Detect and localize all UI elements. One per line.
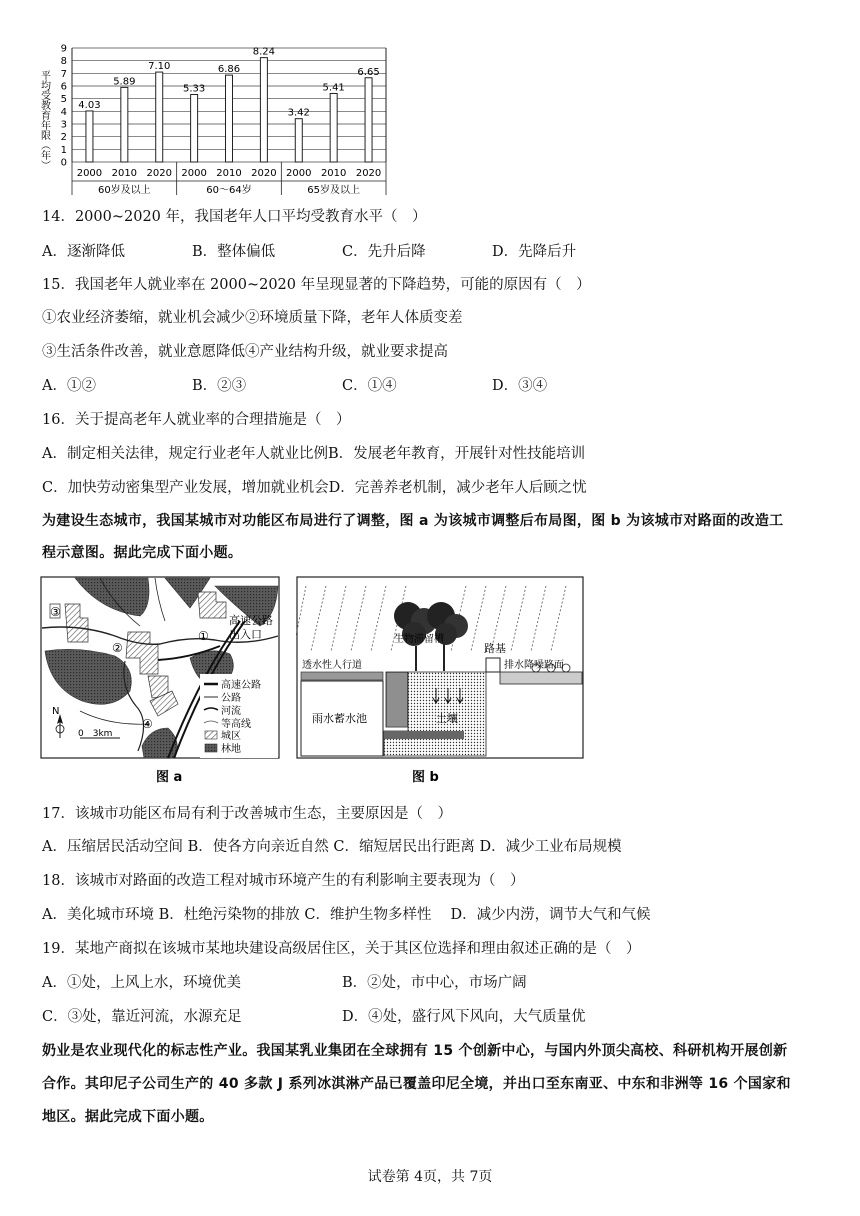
y-tick-label: 4 (60, 106, 67, 118)
q19-option-d[interactable]: D．④处，盛行风下风向，大气质量优 (342, 1009, 586, 1025)
figure-a-city-map (40, 576, 282, 786)
map-label-exit-line1: 高速公路 (229, 614, 273, 627)
passage-3-line-2: 合作。其印尼子公司生产的 40 多款 J 系列冰淇淋产品已覆盖印尼全境，并出口至东南亚、中东和非洲等 16 个国家和 (42, 1076, 791, 1092)
y-tick-label: 6 (60, 81, 67, 93)
x-tick-label: 2010 (216, 168, 242, 179)
label-soil: 土壤 (436, 712, 458, 725)
label-roadbed: 路基 (484, 642, 506, 655)
q14-option-d[interactable]: D．先降后升 (492, 244, 577, 260)
bar (226, 75, 233, 162)
q14-option-b[interactable]: B．整体偏低 (192, 244, 276, 260)
q14-option-c[interactable]: C．先升后降 (342, 244, 426, 260)
passage-2-line-2: 程示意图。据此完成下面小题。 (42, 545, 243, 561)
label-rain-pool: 雨水蓄水池 (312, 712, 367, 725)
y-tick-label: 1 (60, 144, 67, 156)
bar-value-label: 5.89 (113, 76, 136, 88)
x-tick-label: 2020 (355, 168, 382, 179)
bar (295, 119, 302, 162)
passage-3-line-1: 奶业是农业现代化的标志性产业。我国某乳业集团在全球拥有 15 个创新中心，与国内外顶尖高校、科研机构开展创新 (42, 1043, 788, 1059)
bar (260, 58, 267, 162)
figure-a-caption: 图 a (156, 770, 183, 785)
chart-y-axis-label (39, 70, 51, 170)
map-label-4: ④ (142, 717, 153, 731)
north-label: N (52, 706, 60, 717)
label-road: 排水降噪路面 (504, 660, 564, 671)
chart-bars (78, 47, 379, 162)
chart-x-axis (72, 162, 386, 195)
passage-2-line-1: 为建设生态城市，我国某城市对功能区布局进行了调整，图 a 为该城市调整后布局图，图 b 为该城市对路面的改造工 (42, 513, 784, 529)
x-tick-label: 2000 (76, 168, 103, 179)
q19-option-c[interactable]: C．③处，靠近河流，水源充足 (42, 1009, 242, 1025)
q16-stem: 16．关于提高老年人就业率的合理措施是（ ） (42, 412, 351, 428)
q15-statements-1: ①农业经济萎缩，就业机会减少②环境质量下降，老年人体质变差 (42, 310, 463, 326)
q15-option-a[interactable]: A．①② (42, 378, 96, 394)
legend-highway: 高速公路 (221, 680, 261, 691)
bar-value-label: 7.10 (148, 61, 171, 73)
bar (365, 78, 372, 162)
bar-value-label: 4.03 (78, 99, 101, 111)
q15-option-d[interactable]: D．③④ (492, 378, 548, 394)
passage-3-line-3: 地区。据此完成下面小题。 (42, 1109, 214, 1125)
bar (330, 93, 337, 162)
q17-options[interactable]: A．压缩居民活动空间 B．使各方向亲近自然 C．缩短居民出行距离 D．减少工业布局规模 (42, 839, 622, 855)
group-label: 60～64岁 (206, 185, 252, 195)
bar (121, 87, 128, 162)
bar (191, 94, 198, 162)
bar-value-label: 5.33 (182, 83, 206, 95)
y-tick-label: 9 (60, 43, 67, 55)
education-bar-chart (36, 40, 396, 195)
map-legend (200, 674, 278, 758)
bar (156, 72, 163, 162)
map-label-2: ② (112, 641, 123, 655)
group-label: 60岁及以上 (97, 185, 151, 195)
legend-contour: 等高线 (221, 719, 251, 730)
legend-river: 河流 (221, 706, 241, 717)
x-tick-label: 2000 (181, 168, 207, 179)
legend-city: 城区 (221, 731, 241, 742)
q19-option-a[interactable]: A．①处，上风上水，环境优美 (42, 975, 241, 991)
bar-value-label: 8.24 (252, 46, 276, 58)
q19-option-b[interactable]: B．②处，市中心，市场广阔 (342, 975, 527, 991)
q15-option-b[interactable]: B．②③ (192, 378, 247, 394)
label-bio-trough: 生物滞留槽 (394, 634, 444, 645)
bar-value-label: 6.65 (357, 66, 380, 78)
bar-value-label: 6.86 (217, 64, 241, 76)
chart-y-ticks (61, 44, 67, 169)
y-tick-label: 7 (60, 68, 67, 80)
q15-option-c[interactable]: C．①④ (342, 378, 397, 394)
label-sidewalk: 透水性人行道 (302, 660, 362, 671)
map-scale: 0 3km (78, 729, 113, 739)
q14-option-a[interactable]: A．逐渐降低 (42, 244, 125, 260)
x-tick-label: 2020 (251, 168, 277, 179)
page-footer: 试卷第 4页，共 7页 (367, 1169, 493, 1185)
q16-options-cd[interactable]: C．加快劳动密集型产业发展，增加就业机会D．完善养老机制，减少老年人后顾之忧 (42, 480, 587, 496)
x-tick-label: 2010 (111, 168, 138, 179)
q15-statements-2: ③生活条件改善，就业意愿降低④产业结构升级，就业要求提高 (42, 344, 448, 360)
x-tick-label: 2010 (320, 168, 347, 179)
q18-stem: 18．该城市对路面的改造工程对城市环境产生的有利影响主要表现为（ ） (42, 873, 525, 889)
q18-options[interactable]: A．美化城市环境 B．杜绝污染物的排放 C．维护生物多样性 D．减少内涝，调节大气和气候 (42, 907, 651, 923)
legend-forest: 林地 (221, 744, 241, 755)
q14-stem: 14．2000~2020 年，我国老年人口平均受教育水平（ ） (42, 209, 427, 225)
map-label-1: ① (198, 629, 209, 643)
group-label: 65岁及以上 (307, 185, 361, 195)
q19-stem: 19．某地产商拟在该城市某地块建设高级居住区，关于其区位选择和理由叙述正确的是（ ） (42, 941, 641, 957)
y-tick-label: 8 (60, 56, 67, 68)
map-label-exit-line2: 出入口 (229, 628, 262, 641)
legend-road: 公路 (221, 693, 241, 704)
bar-value-label: 3.42 (287, 107, 310, 119)
map-label-3: ③ (50, 605, 61, 619)
bar (86, 111, 93, 162)
q16-options-ab[interactable]: A．制定相关法律，规定行业老年人就业比例B．发展老年教育，开展针对性技能培训 (42, 446, 586, 462)
figure-b-road-section (296, 576, 586, 786)
q17-stem: 17．该城市功能区布局有利于改善城市生态，主要原因是（ ） (42, 806, 452, 822)
chart-y-label: 平均受教育年限（年） (38, 70, 50, 170)
y-tick-label: 3 (60, 119, 67, 131)
x-tick-label: 2020 (146, 168, 172, 179)
x-tick-label: 2000 (286, 168, 312, 179)
y-tick-label: 5 (60, 94, 67, 106)
y-tick-label: 0 (60, 157, 67, 169)
bar-value-label: 5.41 (322, 82, 345, 94)
y-tick-label: 2 (60, 132, 67, 144)
q15-stem: 15．我国老年人就业率在 2000~2020 年呈现显著的下降趋势，可能的原因有（ ） (42, 277, 591, 293)
figure-b-caption: 图 b (412, 770, 439, 785)
